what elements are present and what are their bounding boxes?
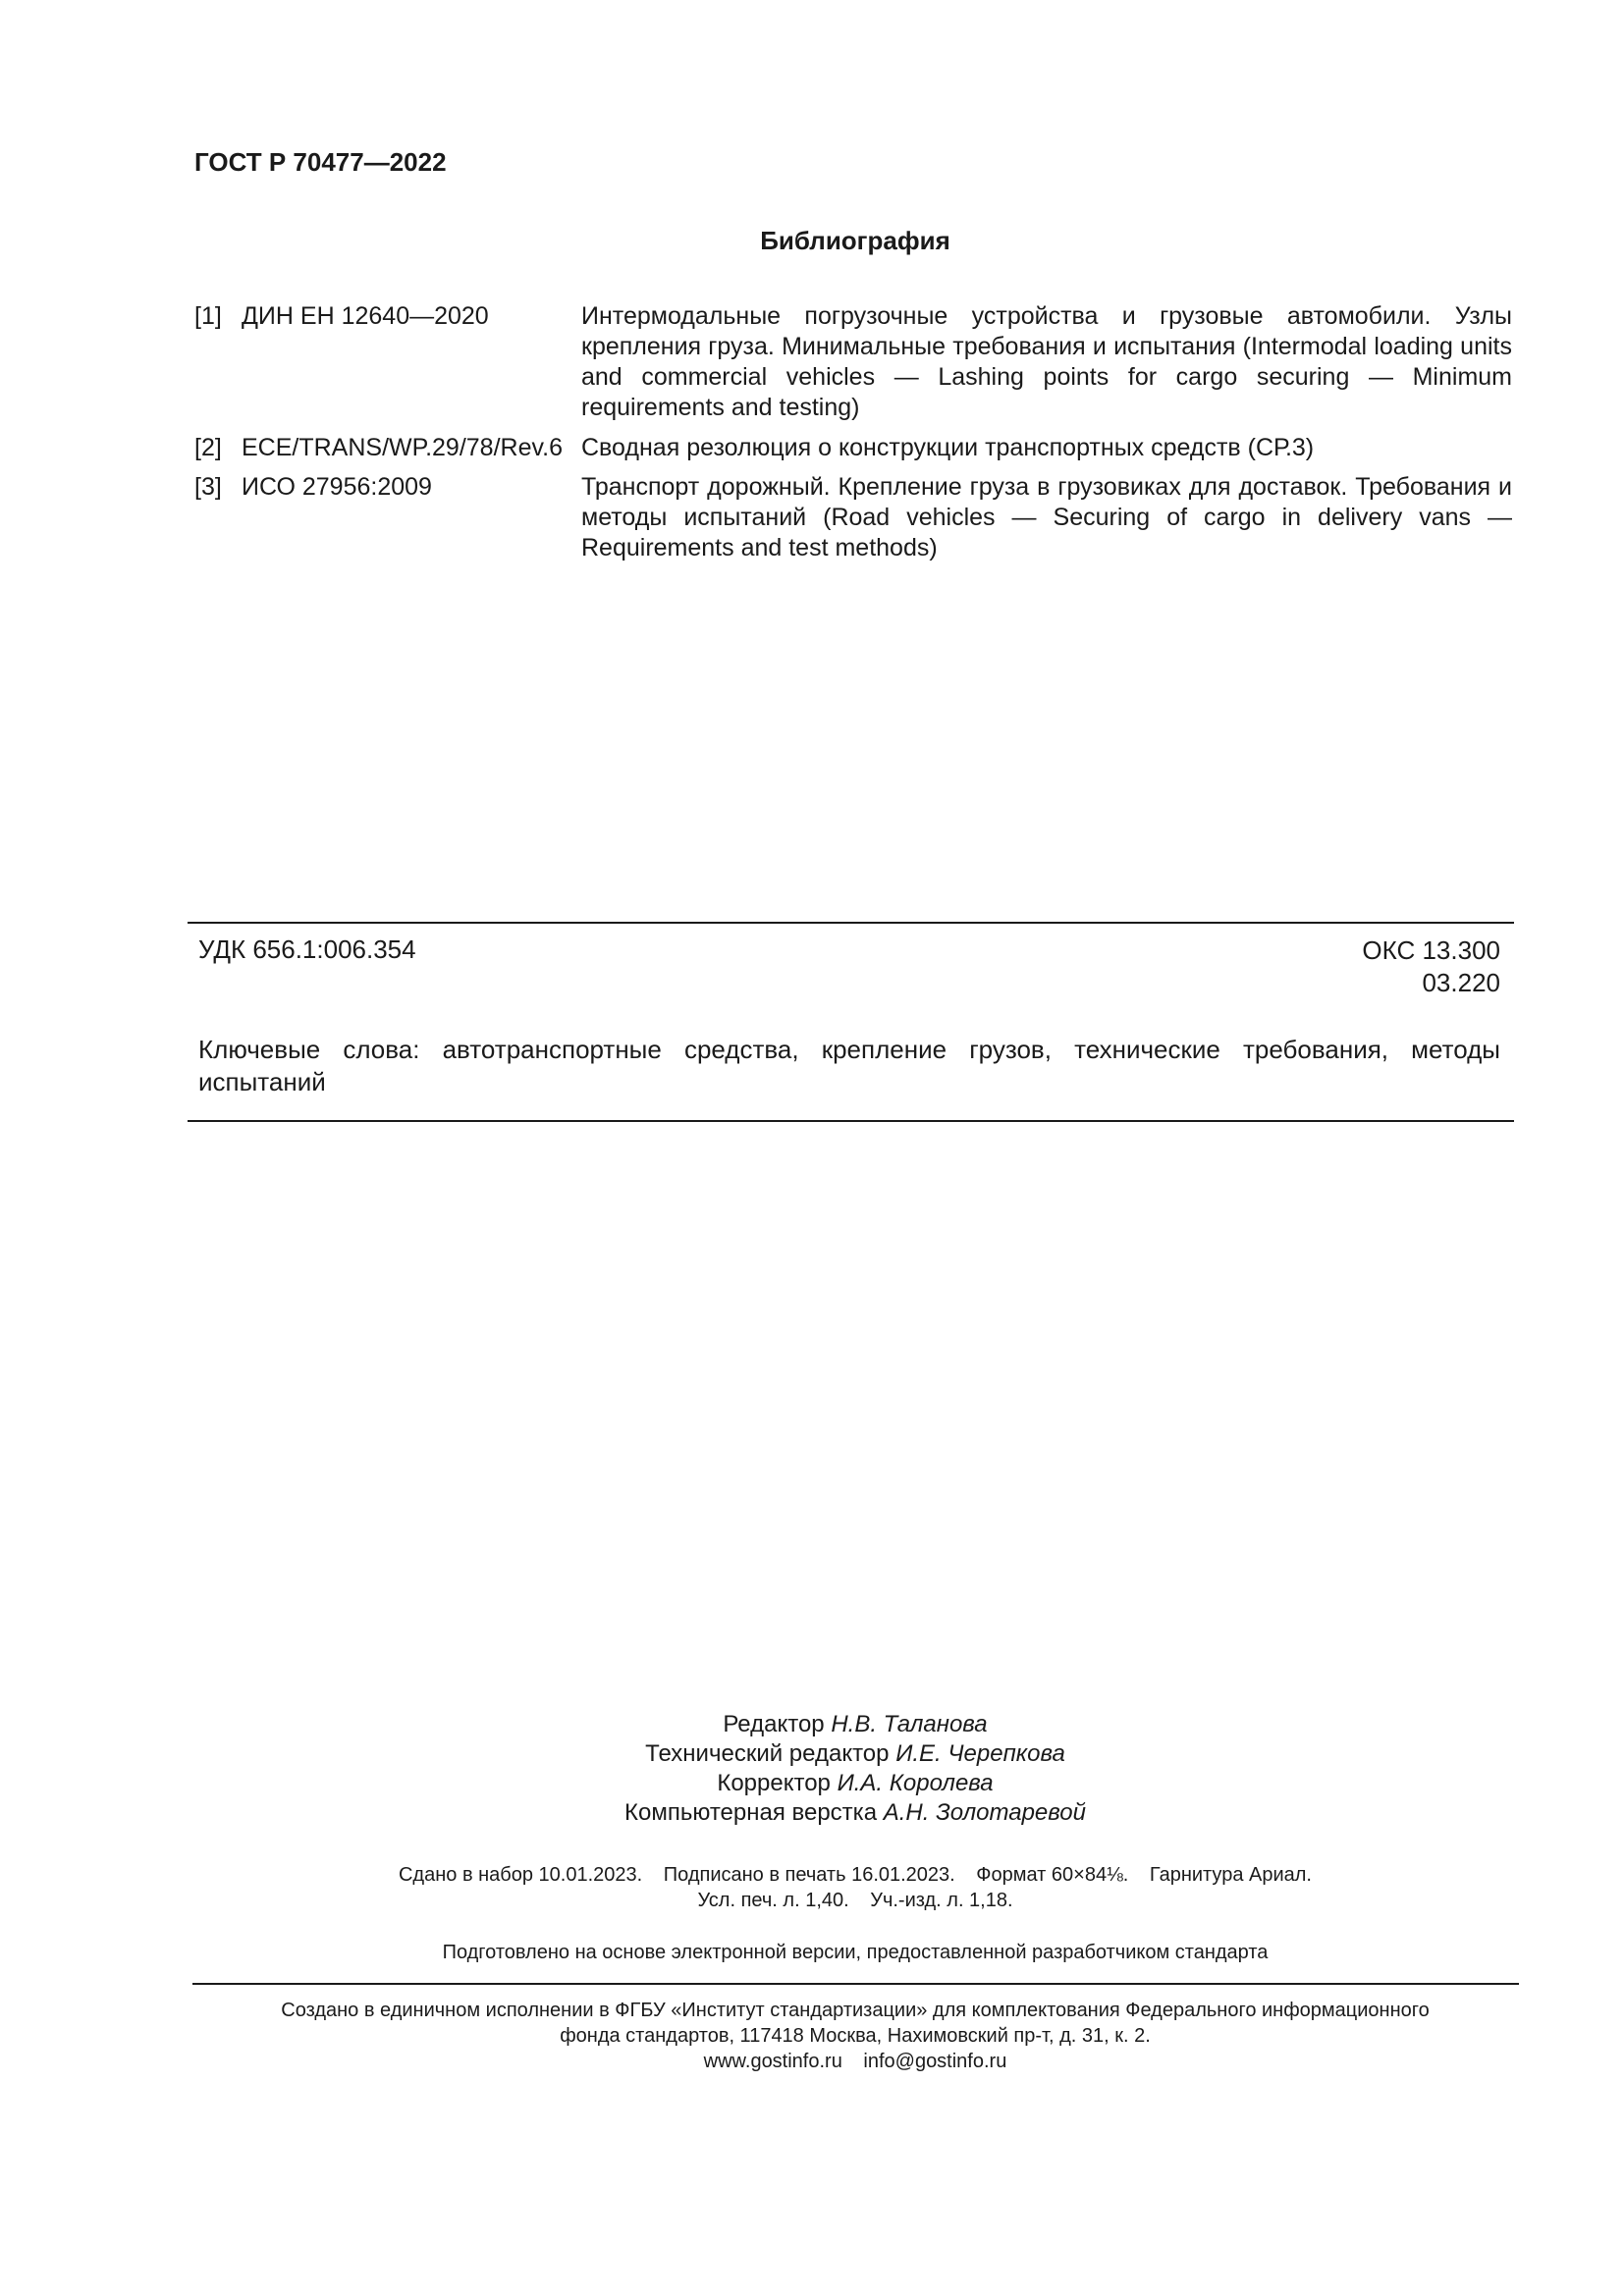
entry-reference: ДИН ЕН 12640—2020	[242, 302, 489, 330]
print-sheets: Усл. печ. л. 1,40.	[697, 1890, 849, 1911]
credit-name: И.Е. Черепкова	[895, 1740, 1065, 1767]
credit-name: А.Н. Золотаревой	[883, 1799, 1086, 1826]
entry-reference: ИСО 27956:2009	[242, 473, 432, 501]
created-line-2: фонда стандартов, 117418 Москва, Нахимовский пр-т, д. 31, к. 2.	[560, 2025, 1151, 2047]
signed-date: Подписано в печать 16.01.2023.	[663, 1864, 955, 1886]
credit-label: Редактор	[723, 1711, 825, 1737]
credit-tech-editor	[0, 1739, 1624, 1769]
credit-corrector	[0, 1769, 1624, 1798]
document-code: ГОСТ Р 70477—2022	[194, 147, 447, 177]
oks-line-1: ОКС 13.300	[1362, 935, 1500, 965]
entry-description: Сводная резолюция о конструкции транспортных средств (СР.3)	[581, 434, 1315, 461]
entry-reference: ECE/TRANS/WP.29/78/Rev.6	[242, 434, 563, 461]
keywords: Ключевые слова: автотранспортные средства, крепление грузов, технические требования, методы испытаний	[198, 1035, 1500, 1096]
created-line-1: Создано в единичном исполнении в ФГБУ «Институт стандартизации» для комплектования Федерального информационного	[281, 2000, 1430, 2021]
publisher-sheets: Уч.-изд. л. 1,18.	[870, 1890, 1013, 1911]
email-link[interactable]: info@gostinfo.ru	[863, 2051, 1007, 2072]
bibliography-title: Библиография	[760, 226, 950, 255]
credit-name: Н.В. Таланова	[831, 1711, 988, 1737]
entry-number: [2]	[194, 434, 222, 461]
entry-number: [1]	[194, 302, 222, 330]
print-info	[0, 1862, 1624, 1913]
prepared-note: Подготовлено на основе электронной версии, предоставленной разработчиком стандарта	[442, 1942, 1269, 1963]
submitted-date: Сдано в набор 10.01.2023.	[398, 1864, 643, 1886]
credit-label: Компьютерная верстка	[624, 1799, 878, 1826]
entry-description: Транспорт дорожный. Крепление груза в грузовиках для доставок. Требования и методы испытаний (Road vehicles — Securing of cargo in delivery vans — Requirements and test methods)	[581, 473, 1512, 561]
divider-top	[188, 922, 1514, 924]
typeface: Гарнитура Ариал.	[1149, 1864, 1312, 1886]
divider-bottom	[188, 1120, 1514, 1122]
credit-layout	[0, 1798, 1624, 1828]
website-link[interactable]: www.gostinfo.ru	[703, 2051, 842, 2072]
publisher-footer	[0, 1998, 1624, 2074]
paper-format: Формат 60×84⅛.	[976, 1864, 1129, 1886]
entry-description: Интермодальные погрузочные устройства и грузовые автомобили. Узлы крепления груза. Минимальные требования и испытания (Intermodal loading units and commercial vehicles — Lashing points for cargo securing — Minimum requirements and testing)	[581, 302, 1512, 421]
oks-codes	[1362, 934, 1500, 999]
udk-code: УДК 656.1:006.354	[198, 934, 416, 964]
oks-line-2: 03.220	[1422, 968, 1500, 997]
credit-label: Корректор	[717, 1770, 831, 1796]
entry-number: [3]	[194, 473, 222, 501]
credits-block	[0, 1710, 1624, 1828]
divider-footer	[192, 1983, 1519, 1985]
credit-label: Технический редактор	[645, 1740, 890, 1767]
credit-name: И.А. Королева	[837, 1770, 994, 1796]
credit-editor	[0, 1710, 1624, 1739]
